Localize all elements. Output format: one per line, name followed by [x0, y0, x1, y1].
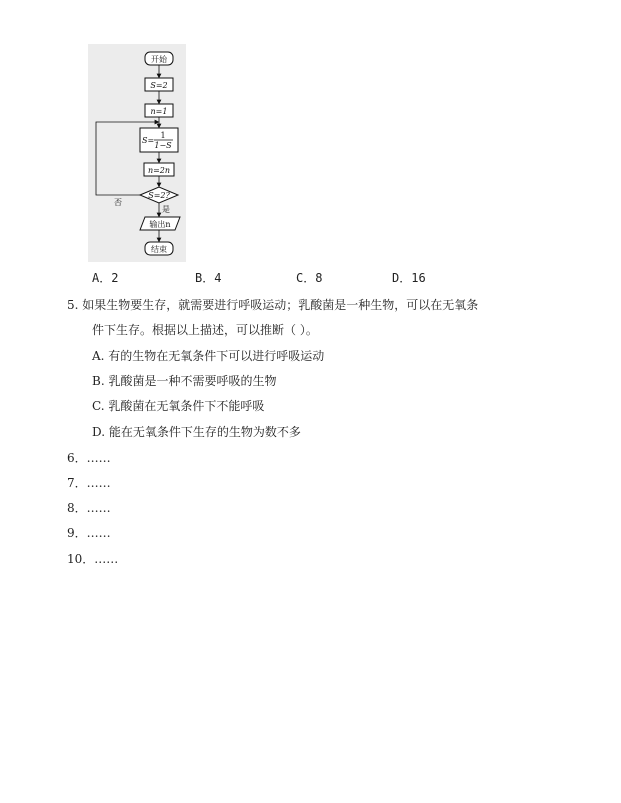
flowchart-figure — [88, 44, 186, 262]
q5-option-c: C. 乳酸菌在无氧条件下不能呼吸 — [92, 399, 265, 413]
question-6: 6．…… — [67, 451, 111, 465]
yes-label: 是 — [162, 205, 170, 214]
n-double-label: n=2n — [147, 166, 171, 175]
flowchart-svg — [88, 44, 186, 262]
question-7: 7．…… — [67, 476, 111, 490]
start-label: 开始 — [151, 55, 167, 64]
assign-s-num: 1 — [160, 131, 166, 140]
s-init-label: S=2 — [150, 81, 168, 90]
q4-option-d: D．16 — [392, 271, 426, 285]
condition-label: S=2? — [148, 191, 170, 200]
assign-s-lhs: S= — [142, 136, 155, 145]
q4-option-a: A．2 — [92, 271, 119, 285]
question-8: 8．…… — [67, 501, 111, 515]
q5-option-a: A. 有的生物在无氧条件下可以进行呼吸运动 — [92, 349, 325, 363]
q5-option-d: D. 能在无氧条件下生存的生物为数不多 — [92, 425, 301, 439]
q4-option-c: C．8 — [296, 271, 323, 285]
q5-option-b: B. 乳酸菌是一种不需要呼吸的生物 — [92, 374, 277, 388]
q5-stem-line1: 5. 如果生物要生存，就需要进行呼吸运动；乳酸菌是一种生物，可以在无氧条 — [67, 298, 479, 312]
q4-option-b: B．4 — [195, 271, 222, 285]
end-label: 结束 — [151, 245, 167, 254]
q5-stem-line2: 件下生存。根据以上描述，可以推断（ ）。 — [92, 323, 318, 337]
n-init-label: n=1 — [150, 107, 168, 116]
assign-s-den: 1−S — [154, 141, 172, 150]
question-9: 9．…… — [67, 526, 111, 540]
question-10: 10．…… — [67, 552, 119, 566]
output-label: 输出n — [149, 220, 171, 229]
no-label: 否 — [114, 198, 122, 207]
